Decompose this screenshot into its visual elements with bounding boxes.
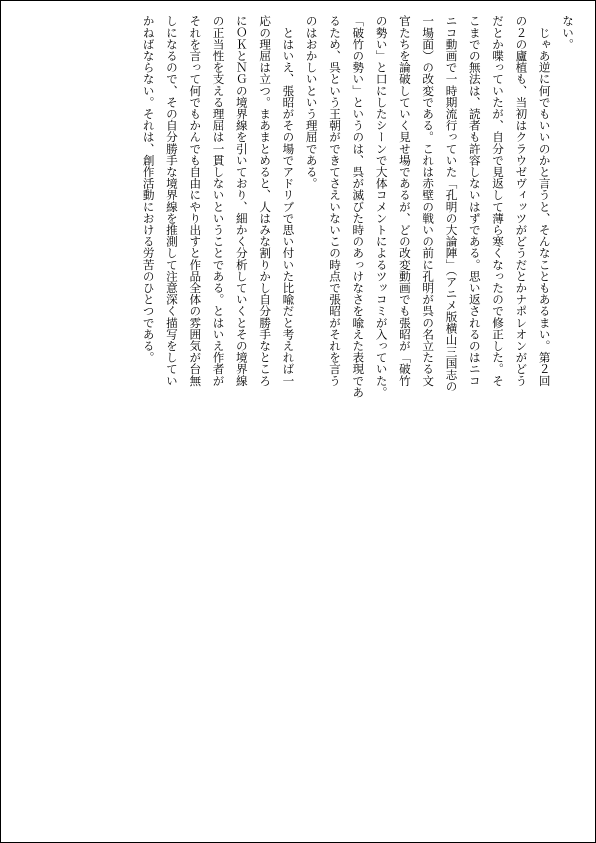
text-line: しになるので、その自分勝手な境界線を推測して注意深く描写をしてい <box>164 15 179 387</box>
text-line: ない。 <box>561 15 575 50</box>
text-line: それを言って何でもかんでも自由にやり出すと作品全体の雰囲気が台無 <box>188 15 203 387</box>
text-line: の２の廬植も、当初はクラウゼヴィッツがどうだとかナポレオンがどう <box>514 15 529 387</box>
text-line: のはおかしいという理屈である。 <box>304 15 319 189</box>
text-line: 官たちを論破していく見せ場であるが、どの改変動画でも張昭が「破竹 <box>397 15 412 387</box>
text-line: にＯＫとＮＧの境界線を引いており、細かく分析していくとその境界線 <box>234 15 249 387</box>
text-line: 応の理屈は立つ。まあまとめると、人はみな割りかし自分勝手なところ <box>258 15 273 387</box>
text-line: じゃあ逆に何でもいいのかと言うと、そんなこともあるまい。第２回 <box>537 15 552 387</box>
text-line: の勢い」と口にしたシーンで大体コメントによるツッコミが入っていた。 <box>374 15 389 398</box>
body-text <box>136 15 579 415</box>
text-line: かねばならない。それは、創作活動における労苦のひとつである。 <box>141 15 156 363</box>
text-line: だとか喋っていたが、自分で見返して薄ら寒くなったので修正した。そ <box>491 15 506 387</box>
text-line: ニコ動画で一時期流行っていた「孔明の大論陣」（アニメ版横山三国志の <box>444 15 459 392</box>
text-line: とはいえ、張昭がその場でアドリブで思い付いた比喩だと考えれば一 <box>281 15 296 387</box>
text-line: 一場面）の改変である。これは赤壁の戦いの前に孔明が呉の名立たる文 <box>421 15 436 387</box>
text-line: るため、呉という王朝ができてさえいないこの時点で張昭がそれを言う <box>328 15 343 387</box>
text-line: 「破竹の勢い」というのは、呉が滅びた時のあっけなさを喩えた表現であ <box>351 15 366 398</box>
text-line: の正当性を支える理屈は一貫しないということである。とはいえ作者が <box>211 15 226 387</box>
text-line: こまでの無法は、読者も許容しないはずである。思い返されるのはニコ <box>467 15 482 387</box>
